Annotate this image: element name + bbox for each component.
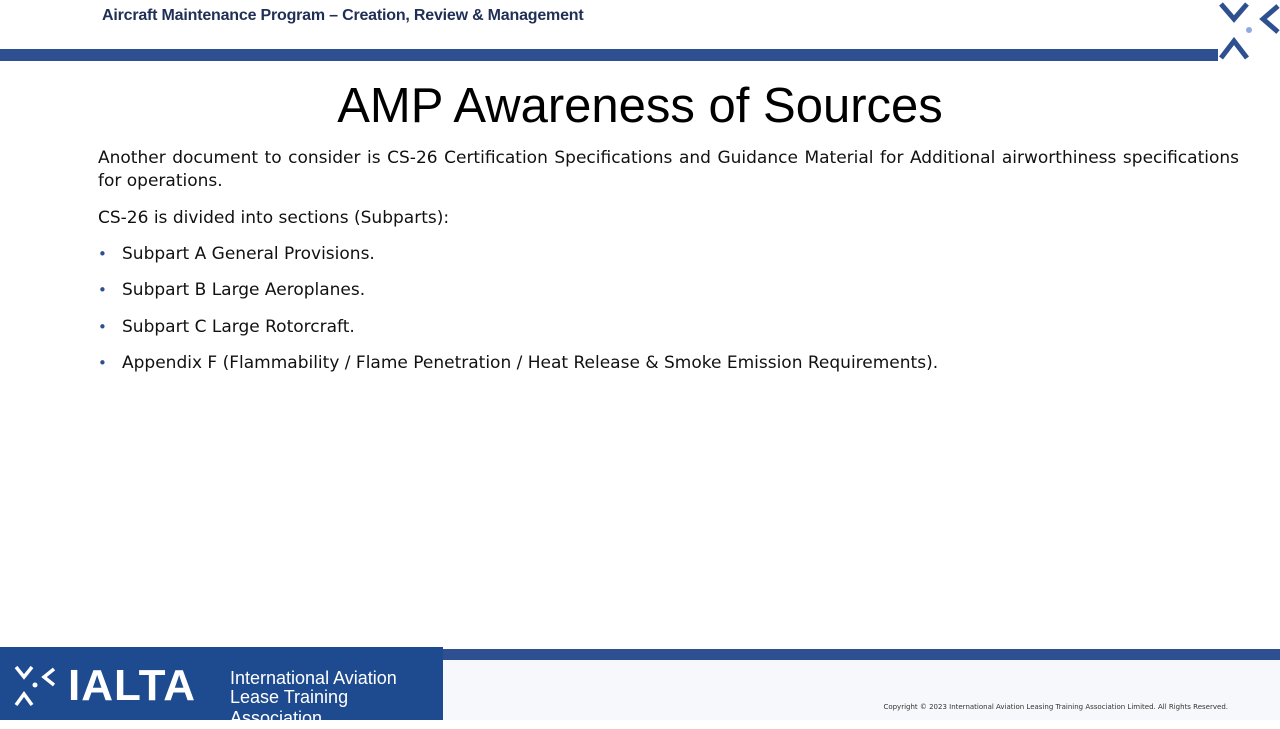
footer-divider-bar [443, 649, 1280, 660]
list-item [98, 243, 938, 279]
ialta-chevron-icon [1218, 0, 1280, 62]
ialta-chevron-icon [14, 665, 56, 707]
bullet-dot-icon: • [98, 353, 107, 372]
bullet-dot-icon: • [98, 317, 107, 336]
list-item-text: Subpart B Large Aeroplanes. [122, 280, 366, 301]
list-item-text: Subpart C Large Rotorcraft. [122, 316, 355, 337]
ialta-footer-logo [0, 647, 443, 728]
intro-paragraph: Another document to consider is CS-26 Certification Specifications and Guidance Material for Additional airworthiness specifications for operations. [98, 148, 1239, 191]
list-item [98, 316, 938, 352]
subparts-lead: CS-26 is divided into sections (Subparts): [98, 208, 450, 228]
list-item-text: Subpart A General Provisions. [122, 244, 375, 264]
subparts-list [98, 243, 938, 388]
bullet-dot-icon: • [98, 245, 107, 263]
footer-strip [443, 660, 1280, 720]
list-item [98, 279, 938, 315]
ialta-wordmark: IALTA [68, 661, 196, 710]
header-course-title: Aircraft Maintenance Program – Creation, Review & Management [102, 7, 584, 24]
org-name-line2: Lease Training Association [230, 687, 349, 728]
slide-title: AMP Awareness of Sources [337, 79, 943, 133]
org-name-line1: International Aviation [230, 668, 397, 688]
header-divider-bar [0, 49, 1218, 61]
list-item-text: Appendix F (Flammability / Flame Penetration / Heat Release & Smoke Emission Requirements). [122, 352, 939, 373]
list-item [98, 352, 938, 388]
copyright-notice: Copyright © 2023 International Aviation Leasing Training Association Limited. All Rights Reserved. [883, 703, 1228, 711]
bullet-dot-icon: • [98, 281, 107, 300]
